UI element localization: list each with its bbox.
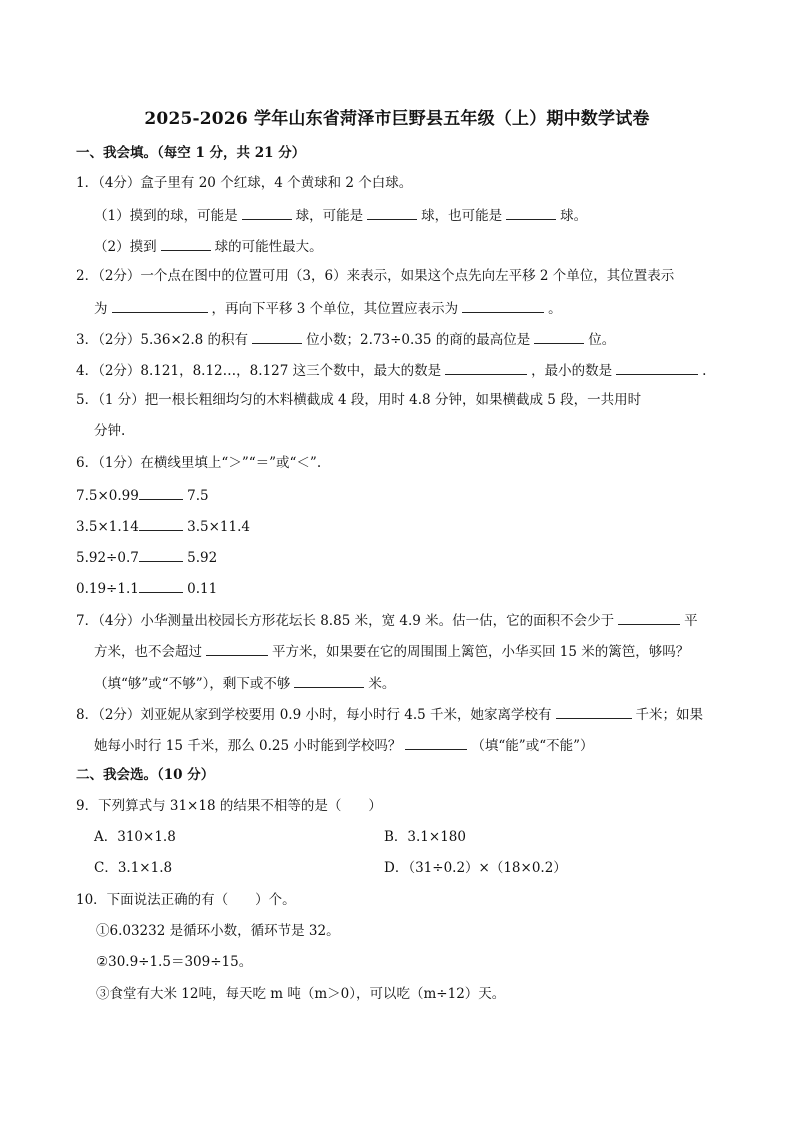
q1-part1-text: 球，可能是 xyxy=(295,208,364,224)
q9-options-row1 xyxy=(94,827,724,847)
q3-text: 位。 xyxy=(588,332,616,348)
section-heading-choice: 二、我会选。（10 分） xyxy=(76,767,215,783)
q9-stem: 9．下列算式与 31×18 的结果不相等的是（ ） xyxy=(76,798,382,814)
q1-stem: 1．（4分）盒子里有 20 个红球，4 个黄球和 2 个白球。 xyxy=(76,175,413,191)
answer-blank[interactable] xyxy=(616,359,698,375)
q10-stem: 10．下面说法正确的有（ ）个。 xyxy=(76,892,296,908)
answer-blank[interactable] xyxy=(445,359,527,375)
answer-blank[interactable] xyxy=(139,515,183,531)
q1-part2-text: （2）摸到 xyxy=(94,239,157,255)
answer-blank[interactable] xyxy=(242,204,292,220)
q6-row xyxy=(76,484,724,506)
q3-text: 位小数；2.73÷0.35 的商的最高位是 xyxy=(306,332,531,348)
answer-blank[interactable] xyxy=(367,204,417,220)
q10-statement-1: ①6.03232 是循环小数，循环节是 32。 xyxy=(96,923,340,939)
q6-row xyxy=(76,577,724,599)
answer-blank[interactable] xyxy=(139,546,183,562)
q1-part1-text: 球，也可能是 xyxy=(421,208,503,224)
q6-left-expression: 3.5×1.14 xyxy=(76,519,139,535)
q4-text: . xyxy=(702,363,707,379)
q1-part2 xyxy=(94,235,724,257)
q6-stem: 6．（1分）在横线里填上“＞”“＝”或“＜”. xyxy=(76,455,322,471)
q1-part1-text: （1）摸到的球，可能是 xyxy=(94,208,238,224)
answer-blank[interactable] xyxy=(462,297,544,313)
q1-part1-text: 球。 xyxy=(560,208,588,224)
q2-text: 。 xyxy=(548,301,562,317)
q4-text: 4．（2分）8.121，8.12…，8.127 这三个数中，最大的数是 xyxy=(76,363,442,379)
option-b[interactable]: B．3.1×180 xyxy=(384,829,466,845)
q6-right-expression: 5.92 xyxy=(187,550,218,566)
q7-line2 xyxy=(94,640,724,662)
q5-line1: 5．（1 分）把一根长粗细均匀的木料横截成 4 段，用时 4.8 分钟，如果横截成 5 段，一共用时 xyxy=(76,392,642,408)
answer-blank[interactable] xyxy=(506,204,556,220)
q6-right-expression: 7.5 xyxy=(187,488,209,504)
option-a[interactable]: A．310×1.8 xyxy=(94,829,176,845)
q3-text: 3．（2分）5.36×2.8 的积有 xyxy=(76,332,249,348)
answer-blank[interactable] xyxy=(252,328,302,344)
q7-line3 xyxy=(94,672,724,694)
answer-blank[interactable] xyxy=(618,609,680,625)
answer-blank[interactable] xyxy=(405,734,467,750)
q4-line xyxy=(76,359,724,381)
q6-left-expression: 0.19÷1.1 xyxy=(76,581,139,597)
page-title: 2025-2026 学年山东省菏泽市巨野县五年级（上）期中数学试卷 xyxy=(144,109,650,129)
q8-line1 xyxy=(76,703,724,725)
q10-statement-2: ②30.9÷1.5＝309÷15。 xyxy=(96,954,253,970)
q8-text: （填“能”或“不能”） xyxy=(471,738,594,754)
answer-blank[interactable] xyxy=(294,672,364,688)
q7-text: 方米，也不会超过 xyxy=(94,644,202,660)
q6-row xyxy=(76,546,724,568)
q8-line2 xyxy=(94,734,724,756)
q3-line xyxy=(76,328,724,350)
q5-line2: 分钟. xyxy=(94,423,126,439)
q7-text: 7．（4分）小华测量出校园长方形花坛长 8.85 米，宽 4.9 米。估一估，它的面积不会少于 xyxy=(76,613,615,629)
q7-text: 平 xyxy=(684,613,698,629)
q9-options-row2 xyxy=(94,858,724,878)
option-d[interactable]: D．（31÷0.2）×（18×0.2） xyxy=(384,860,567,876)
q2-text: ，再向下平移 3 个单位，其位置应表示为 xyxy=(211,301,459,317)
answer-blank[interactable] xyxy=(534,328,584,344)
q6-row xyxy=(76,515,724,537)
q8-text: 8．（2分）刘亚妮从家到学校要用 0.9 小时，每小时行 4.5 千米，她家离学校有 xyxy=(76,707,552,723)
q2-line1: 2．（2分）一个点在图中的位置可用（3，6）来表示，如果这个点先向左平移 2 个单位，其位置表示 xyxy=(76,268,675,284)
q6-left-expression: 7.5×0.99 xyxy=(76,488,139,504)
option-c[interactable]: C．3.1×1.8 xyxy=(94,860,173,876)
q2-line2 xyxy=(94,297,724,319)
q7-text: （填“够”或“不够”），剩下或不够 xyxy=(94,676,291,692)
q2-text: 为 xyxy=(94,301,108,317)
q6-left-expression: 5.92÷0.7 xyxy=(76,550,139,566)
q4-text: ，最小的数是 xyxy=(531,363,613,379)
q7-line1 xyxy=(76,609,724,631)
q8-text: 千米；如果 xyxy=(635,707,704,723)
answer-blank[interactable] xyxy=(139,577,183,593)
q6-right-expression: 0.11 xyxy=(187,581,218,597)
answer-blank[interactable] xyxy=(556,703,632,719)
answer-blank[interactable] xyxy=(206,640,268,656)
q6-right-expression: 3.5×11.4 xyxy=(187,519,250,535)
answer-blank[interactable] xyxy=(112,297,208,313)
q8-text: 她每小时行 15 千米，那么 0.25 小时能到学校吗？ xyxy=(94,738,402,754)
answer-blank[interactable] xyxy=(139,484,183,500)
q7-text: 平方米，如果要在它的周围围上篱笆，小华买回 15 米的篱笆，够吗？ xyxy=(272,644,690,660)
q7-text: 米。 xyxy=(368,676,396,692)
q1-part2-text: 球的可能性最大。 xyxy=(214,239,323,255)
q10-statement-3: ③食堂有大米 12吨，每天吃 m 吨（m＞0），可以吃（m÷12）天。 xyxy=(96,986,506,1002)
q1-part1 xyxy=(94,204,724,226)
section-heading-fill: 一、我会填。（每空 1 分，共 21 分） xyxy=(76,145,306,161)
answer-blank[interactable] xyxy=(161,235,211,251)
